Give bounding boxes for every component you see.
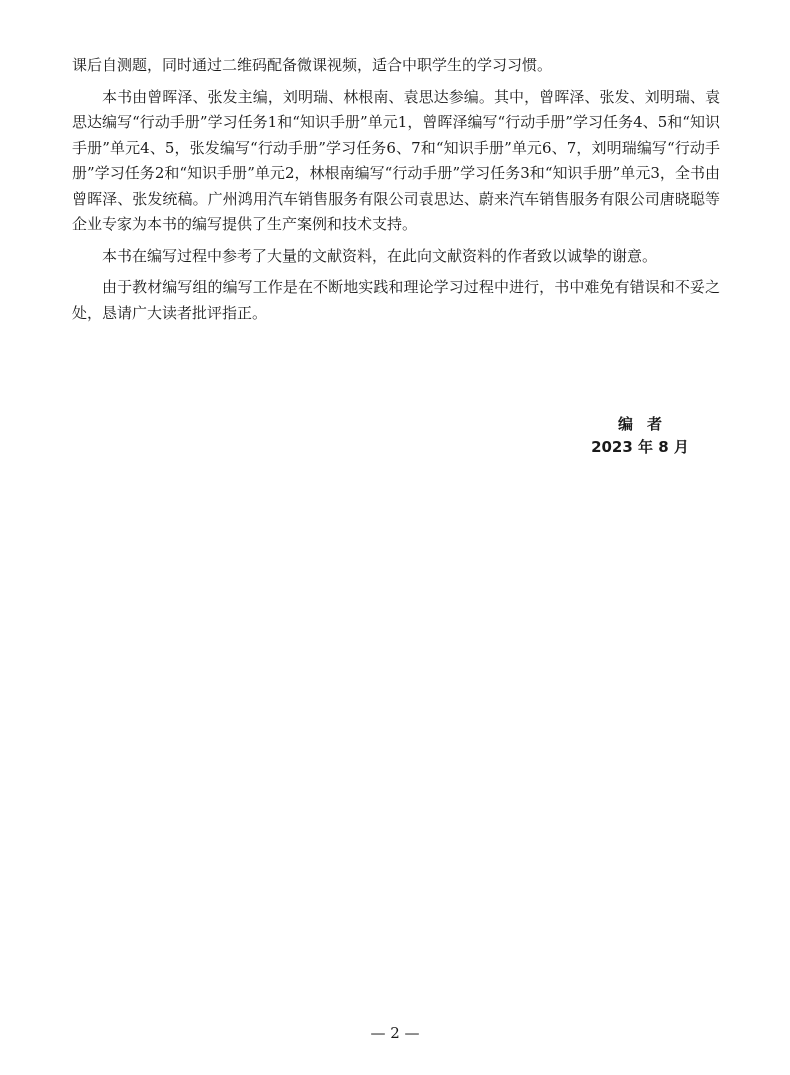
signature-author: 编者 bbox=[617, 415, 676, 433]
paragraph-editors: 本书由曾晖泽、张发主编，刘明瑞、林根南、袁思达参编。其中，曾晖泽、张发、刘明瑞、袁思达编写“行动手册”学习任务1和“知识手册”单元1，曾晖泽编写“行动手册”学习任务4、5和“知识手册”单元4、5，张发编写“行动手册”学习任务6、7和“知识手册”单元6、7，刘明瑞编写“行动手册”学习任务2和“知识手册”单元2，林根南编写“行动手册”学习任务3和“知识手册”单元3，全书由曾晖泽、张发统稿。广州鸿用汽车销售服务有限公司袁思达、蔚来汽车销售服务有限公司唐晓聪等企业专家为本书的编写提供了生产案例和技术支持。 bbox=[72, 87, 720, 233]
page-number: — 2 — bbox=[370, 1024, 420, 1042]
paragraph-continuation: 课后自测题，同时通过二维码配备微课视频，适合中职学生的学习习惯。 bbox=[72, 56, 553, 74]
paragraph-references: 本书在编写过程中参考了大量的文献资料，在此向文献资料的作者致以诚挚的谢意。 bbox=[102, 246, 658, 265]
signature-date: 2023 年 8 月 bbox=[591, 438, 689, 456]
paragraph-feedback: 由于教材编写组的编写工作是在不断地实践和理论学习过程中进行，书中难免有错误和不妥之处，恳请广大读者批评指正。 bbox=[72, 278, 720, 322]
signature-block bbox=[580, 413, 700, 459]
preface-body bbox=[72, 53, 720, 332]
